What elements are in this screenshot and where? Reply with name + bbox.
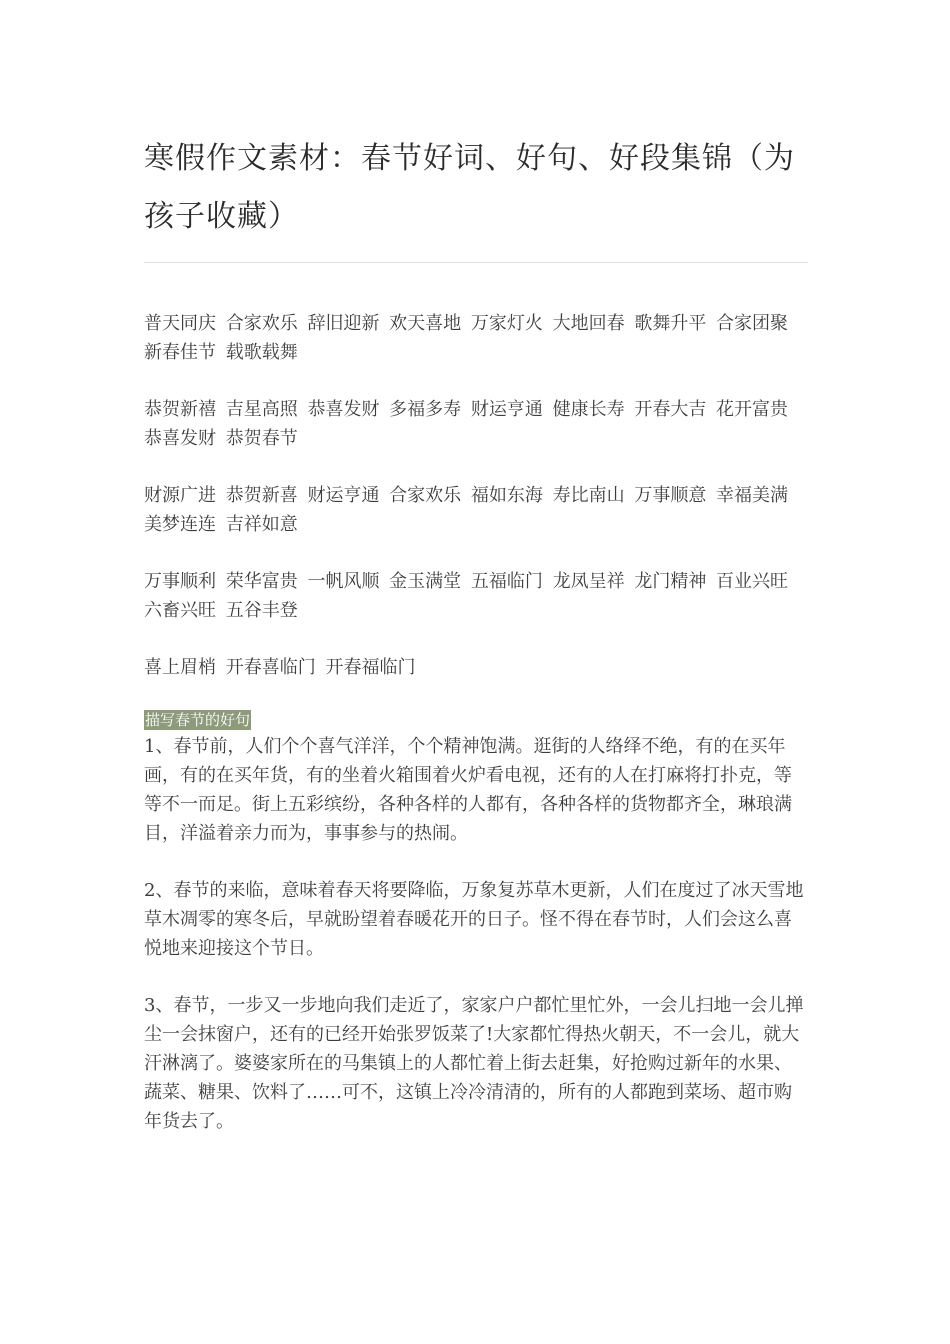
word-group: 万事顺利 荣华富贵 一帆风顺 金玉满堂 五福临门 龙凤呈祥 龙门精神 百业兴旺 六畜兴旺 五谷丰登: [144, 571, 789, 621]
title-divider: [144, 262, 808, 263]
section-heading: 描写春节的好句: [145, 711, 251, 729]
example-paragraph: 2、春节的来临，意味着春天将要降临，万象复苏草木更新，人们在度过了冰天雪地草木凋零的寒冬后，早就盼望着春暖花开的日子。怪不得在春节时，人们会这么喜悦地来迎接这个节日。: [144, 880, 804, 959]
word-group: 恭贺新禧 吉星高照 恭喜发财 多福多寿 财运亨通 健康长寿 开春大吉 花开富贵 恭喜发财 恭贺春节: [144, 399, 789, 449]
word-group: 喜上眉梢 开春喜临门 开春福临门: [144, 657, 416, 678]
word-group: 财源广进 恭贺新喜 财运亨通 合家欢乐 福如东海 寿比南山 万事顺意 幸福美满 美梦连连 吉祥如意: [144, 485, 789, 535]
example-paragraph: 3、春节，一步又一步地向我们走近了，家家户户都忙里忙外，一会儿扫地一会儿掸尘一会抹窗户，还有的已经开始张罗饭菜了!大家都忙得热火朝天，不一会儿，就大汗淋漓了。婆婆家所在的马集镇上的人都忙着上街去赶集，好抢购过新年的水果、蔬菜、糖果、饮料了……可不，这镇上冷冷清清的，所有的人都跑到菜场、超市购年货去了。: [144, 995, 804, 1132]
word-group: 普天同庆 合家欢乐 辞旧迎新 欢天喜地 万家灯火 大地回春 歌舞升平 合家团聚 新春佳节 载歌载舞: [144, 313, 789, 363]
example-paragraph: 1、春节前，人们个个喜气洋洋，个个精神饱满。逛街的人络绎不绝，有的在买年画，有的在买年货，有的坐着火箱围着火炉看电视，还有的人在打麻将打扑克，等等不一而足。街上五彩缤纷，各种各样的人都有，各种各样的货物都齐全，琳琅满目，洋溢着亲力而为，事事参与的热闹。: [144, 736, 792, 844]
document-page: [144, 0, 808, 1136]
article-title: 寒假作文素材：春节好词、好句、好段集锦（为孩子收藏）: [144, 141, 795, 234]
section-heading-row: [144, 682, 808, 730]
